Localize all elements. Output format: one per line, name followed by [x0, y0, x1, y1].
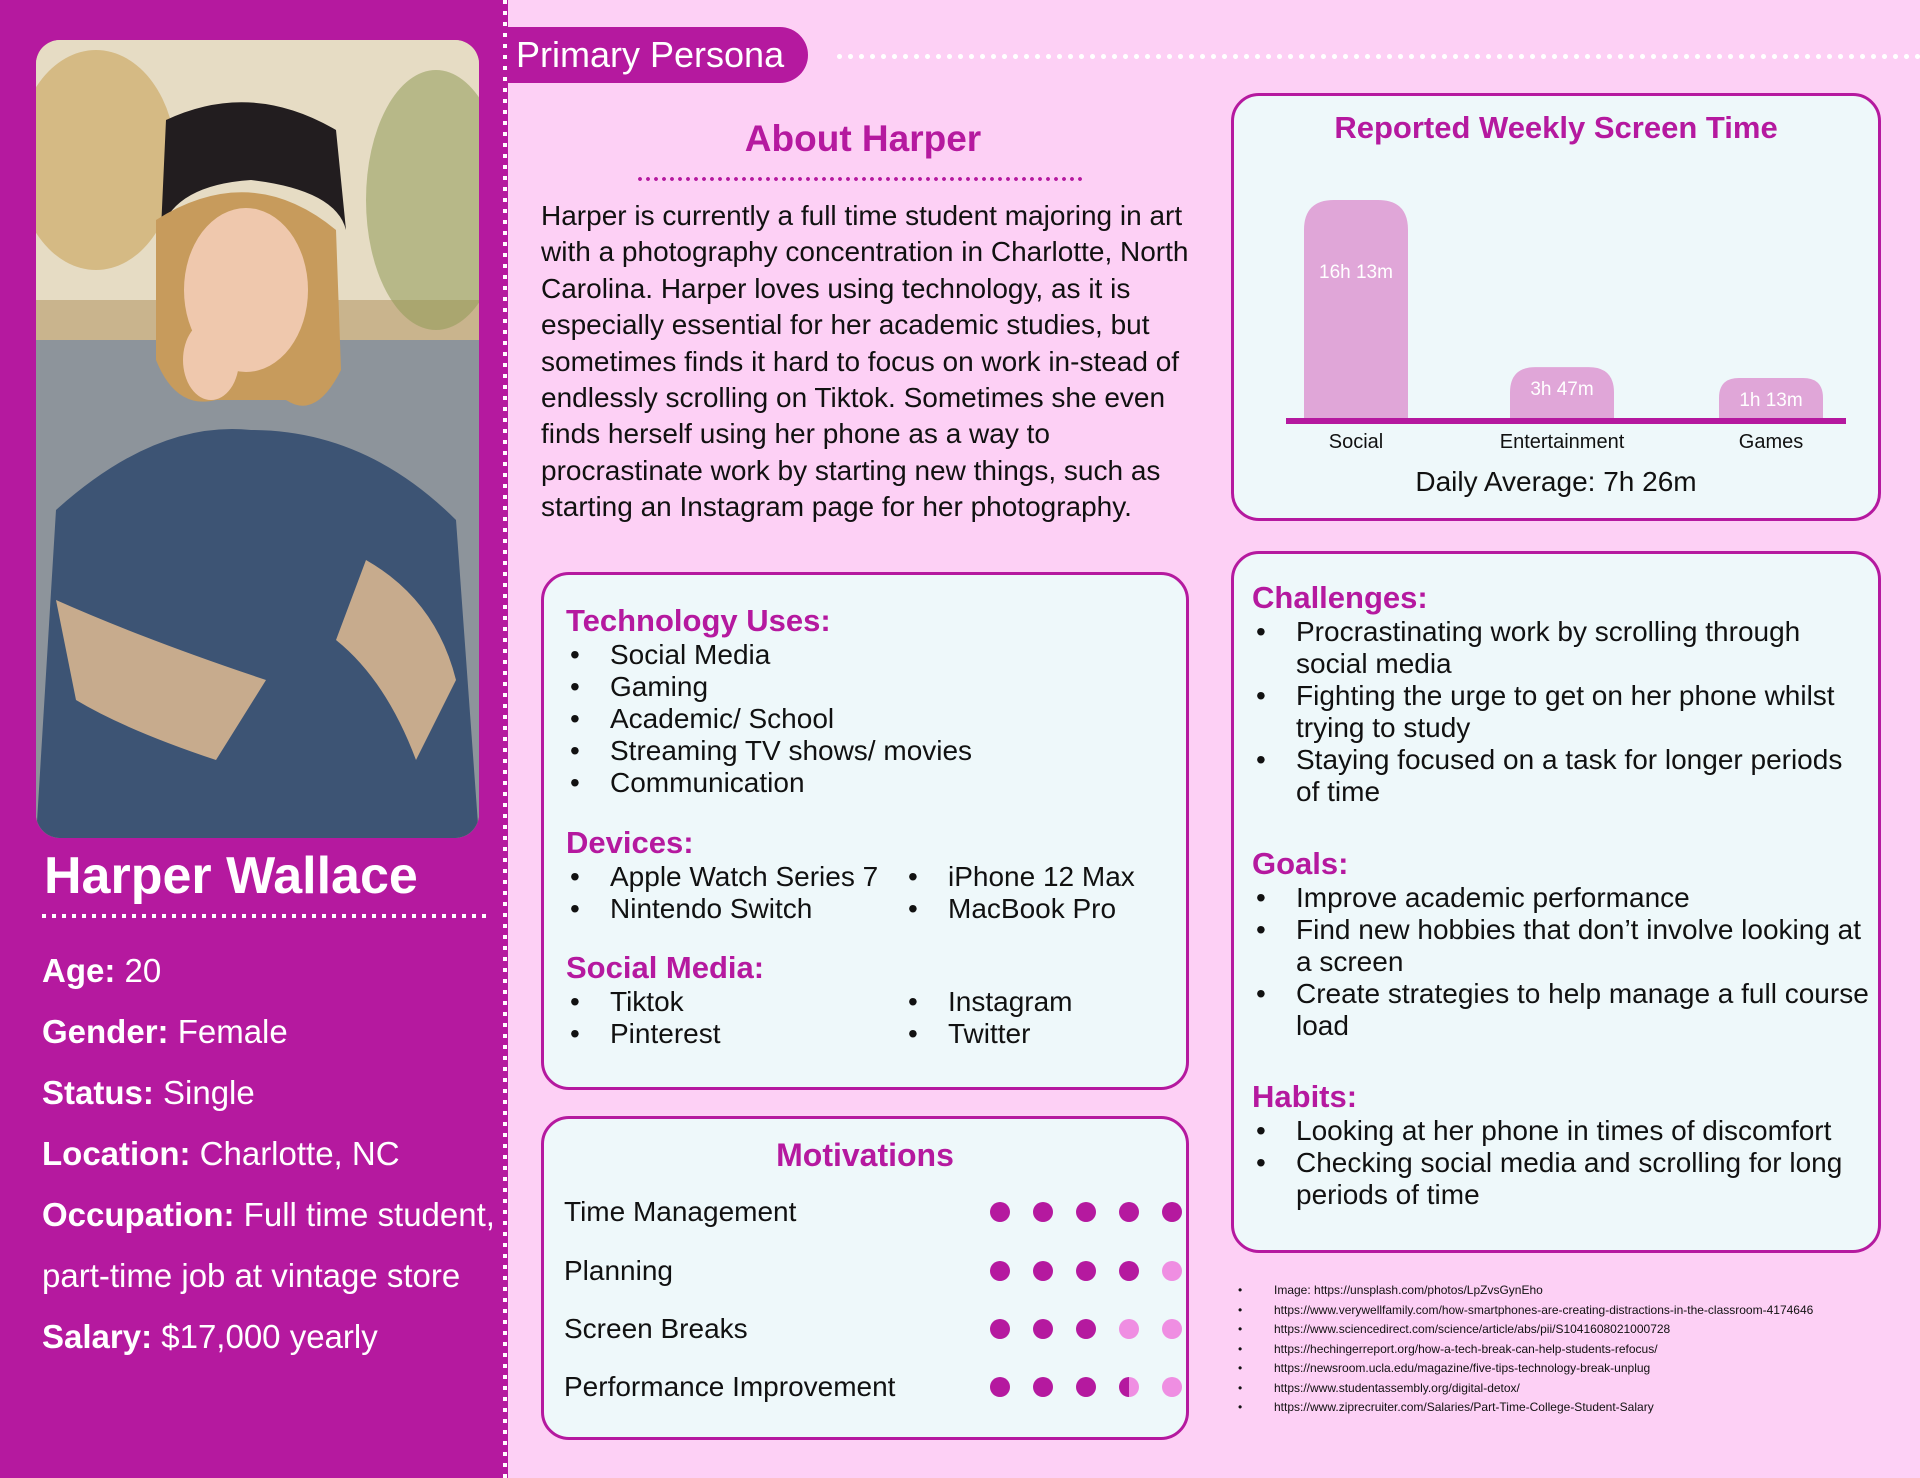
list-item: • iPhone 12 Max [904, 861, 1242, 893]
social-media-title: Social Media: [566, 950, 765, 985]
social-media-list-left [566, 986, 904, 1050]
motivation-label: Screen Breaks [564, 1313, 748, 1344]
about-title: About Harper [744, 118, 982, 159]
detail-value: Single [153, 1074, 255, 1111]
rating-dot [1119, 1377, 1139, 1397]
about-underline [636, 177, 1086, 181]
list-item: • Staying focused on a task for longer periods of time [1252, 744, 1872, 808]
rating-dot [1033, 1377, 1053, 1397]
list-item: • Looking at her phone in times of discomfort [1252, 1115, 1872, 1147]
detail-label: Gender: [42, 1013, 169, 1050]
list-item: • Apple Watch Series 7 [566, 861, 904, 893]
list-item: • Create strategies to help manage a full course load [1252, 978, 1872, 1042]
rating-dot [1033, 1202, 1053, 1222]
bar-social [1304, 200, 1408, 418]
bar-value-label: 1h 13m [1739, 390, 1803, 411]
persona-sidebar [0, 0, 508, 1478]
detail-label: Occupation: [42, 1196, 235, 1233]
category-label: Social [1328, 431, 1384, 453]
list-item: • Instagram [904, 986, 1242, 1018]
detail-row [42, 1062, 502, 1123]
list-item: • Streaming TV shows/ movies [566, 735, 972, 767]
name-underline [42, 914, 490, 918]
habits-section [1252, 1079, 1872, 1211]
rating-dot [990, 1377, 1010, 1397]
challenges-goals-habits-card [1231, 551, 1881, 1253]
list-item: • Find new hobbies that don’t involve looking at a screen [1252, 914, 1872, 978]
motivation-row [564, 1309, 1174, 1349]
goals-section [1252, 846, 1872, 1042]
list-item: • Social Media [566, 639, 972, 671]
detail-row [42, 1001, 502, 1062]
detail-value: $17,000 yearly [152, 1318, 378, 1355]
list-item: • Academic/ School [566, 703, 972, 735]
motivation-row [564, 1251, 1174, 1291]
motivation-rating [990, 1202, 1182, 1222]
motivation-row [564, 1367, 1174, 1407]
list-item: • Checking social media and scrolling for long periods of time [1252, 1147, 1872, 1211]
primary-persona-tab: Primary Persona [508, 27, 808, 83]
list-item: • Pinterest [566, 1018, 904, 1050]
devices-list-right [904, 861, 1242, 925]
detail-row [42, 1306, 502, 1367]
challenges-title: Challenges: [1252, 580, 1428, 615]
screen-time-card [1231, 93, 1881, 521]
motivation-label: Planning [564, 1255, 673, 1286]
persona-name: Harper Wallace [44, 847, 418, 905]
rating-dot [1162, 1202, 1182, 1222]
goals-title: Goals: [1252, 846, 1349, 881]
technology-list [566, 639, 972, 799]
rating-dot [1119, 1202, 1139, 1222]
detail-value: 20 [115, 952, 162, 989]
rating-dot [1076, 1377, 1096, 1397]
rating-dot [1162, 1261, 1182, 1281]
goals-list [1252, 882, 1872, 1042]
technology-section [566, 603, 972, 799]
devices-list-left [566, 861, 904, 925]
screen-time-title: Reported Weekly Screen Time [1334, 110, 1778, 145]
social-media-list-right [904, 986, 1242, 1050]
list-item: • MacBook Pro [904, 893, 1242, 925]
source-item: • https://www.verywellfamily.com/how-smartphones-are-creating-distractions-in-the-classroom-4174646 [1238, 1301, 1918, 1321]
list-item: • Fighting the urge to get on her phone whilst trying to study [1252, 680, 1872, 744]
list-item: • Nintendo Switch [566, 893, 904, 925]
motivations-title: Motivations [776, 1137, 954, 1173]
sources-list [1238, 1281, 1918, 1418]
rating-dot [1076, 1261, 1096, 1281]
motivation-rating [990, 1377, 1182, 1397]
category-label: Games [1738, 431, 1804, 453]
source-item: • https://hechingerreport.org/how-a-tech-break-can-help-students-refocus/ [1238, 1340, 1918, 1360]
motivation-label: Performance Improvement [564, 1371, 896, 1402]
category-label: Entertainment [1499, 431, 1625, 453]
challenges-section [1252, 580, 1872, 808]
devices-title: Devices: [566, 825, 694, 860]
source-item: • https://www.ziprecruiter.com/Salaries/Part-Time-College-Student-Salary [1238, 1398, 1918, 1418]
detail-label: Age: [42, 952, 116, 989]
rating-dot [1119, 1261, 1139, 1281]
detail-row [42, 940, 502, 1001]
rating-dot [1162, 1319, 1182, 1339]
devices-section [566, 825, 1242, 925]
rating-dot [1119, 1319, 1139, 1339]
chart-baseline [1286, 418, 1846, 424]
list-item: • Twitter [904, 1018, 1242, 1050]
detail-value: Female [168, 1013, 288, 1050]
source-item: • https://www.studentassembly.org/digital-detox/ [1238, 1379, 1918, 1399]
list-item: • Improve academic performance [1252, 882, 1872, 914]
detail-row [42, 1123, 502, 1184]
detail-value: Full time student, part-time job at vintage store [42, 1196, 495, 1294]
rating-dot [1076, 1202, 1096, 1222]
motivation-rating [990, 1261, 1182, 1281]
motivation-rating [990, 1319, 1182, 1339]
motivation-row [564, 1192, 1174, 1232]
list-item: • Procrastinating work by scrolling through social media [1252, 616, 1872, 680]
persona-details [42, 940, 502, 1367]
rating-dot [990, 1319, 1010, 1339]
bar-value-label: 3h 47m [1530, 379, 1594, 401]
detail-label: Status: [42, 1074, 154, 1111]
list-item: • Communication [566, 767, 972, 799]
bar-value-label: 16h 13m [1319, 262, 1393, 283]
list-item: • Tiktok [566, 986, 904, 1018]
sidebar-dotted-edge [503, 0, 507, 1478]
rating-dot [990, 1202, 1010, 1222]
header-dotted-line [834, 54, 1920, 59]
technology-card [541, 572, 1189, 1090]
detail-label: Salary: [42, 1318, 153, 1355]
technology-title: Technology Uses: [566, 603, 831, 638]
persona-photo [36, 40, 479, 838]
motivations-card [541, 1116, 1189, 1440]
detail-row [42, 1184, 502, 1306]
rating-dot [990, 1261, 1010, 1281]
rating-dot [1033, 1261, 1053, 1281]
detail-value: Charlotte, NC [190, 1135, 400, 1172]
social-media-section [566, 950, 1242, 1050]
habits-title: Habits: [1252, 1079, 1358, 1114]
source-item: • https://newsroom.ucla.edu/magazine/five-tips-technology-break-unplug [1238, 1359, 1918, 1379]
detail-label: Location: [42, 1135, 191, 1172]
about-text: Harper is currently a full time student majoring in art with a photography concentration in Charlotte, North Carolina. Harper loves using technology, as it is especially essential for her academic studies, but sometimes finds it hard to focus on work in-stead of endlessly scrolling on Tiktok. Sometimes she even finds herself using her phone as a way to procrastinate work by starting new things, such as starting an Instagram page for her photography. [541, 200, 1189, 523]
rating-dot [1033, 1319, 1053, 1339]
motivation-label: Time Management [564, 1196, 797, 1227]
rating-dot [1076, 1319, 1096, 1339]
rating-dot [1162, 1377, 1182, 1397]
source-item: • Image: https://unsplash.com/photos/LpZvsGynEho [1238, 1281, 1918, 1301]
daily-average: Daily Average: 7h 26m [1415, 466, 1697, 497]
list-item: • Gaming [566, 671, 972, 703]
challenges-list [1252, 616, 1872, 808]
screen-time-chart [1234, 96, 1884, 524]
source-item: • https://www.sciencedirect.com/science/article/abs/pii/S1041608021000728 [1238, 1320, 1918, 1340]
habits-list [1252, 1115, 1872, 1211]
